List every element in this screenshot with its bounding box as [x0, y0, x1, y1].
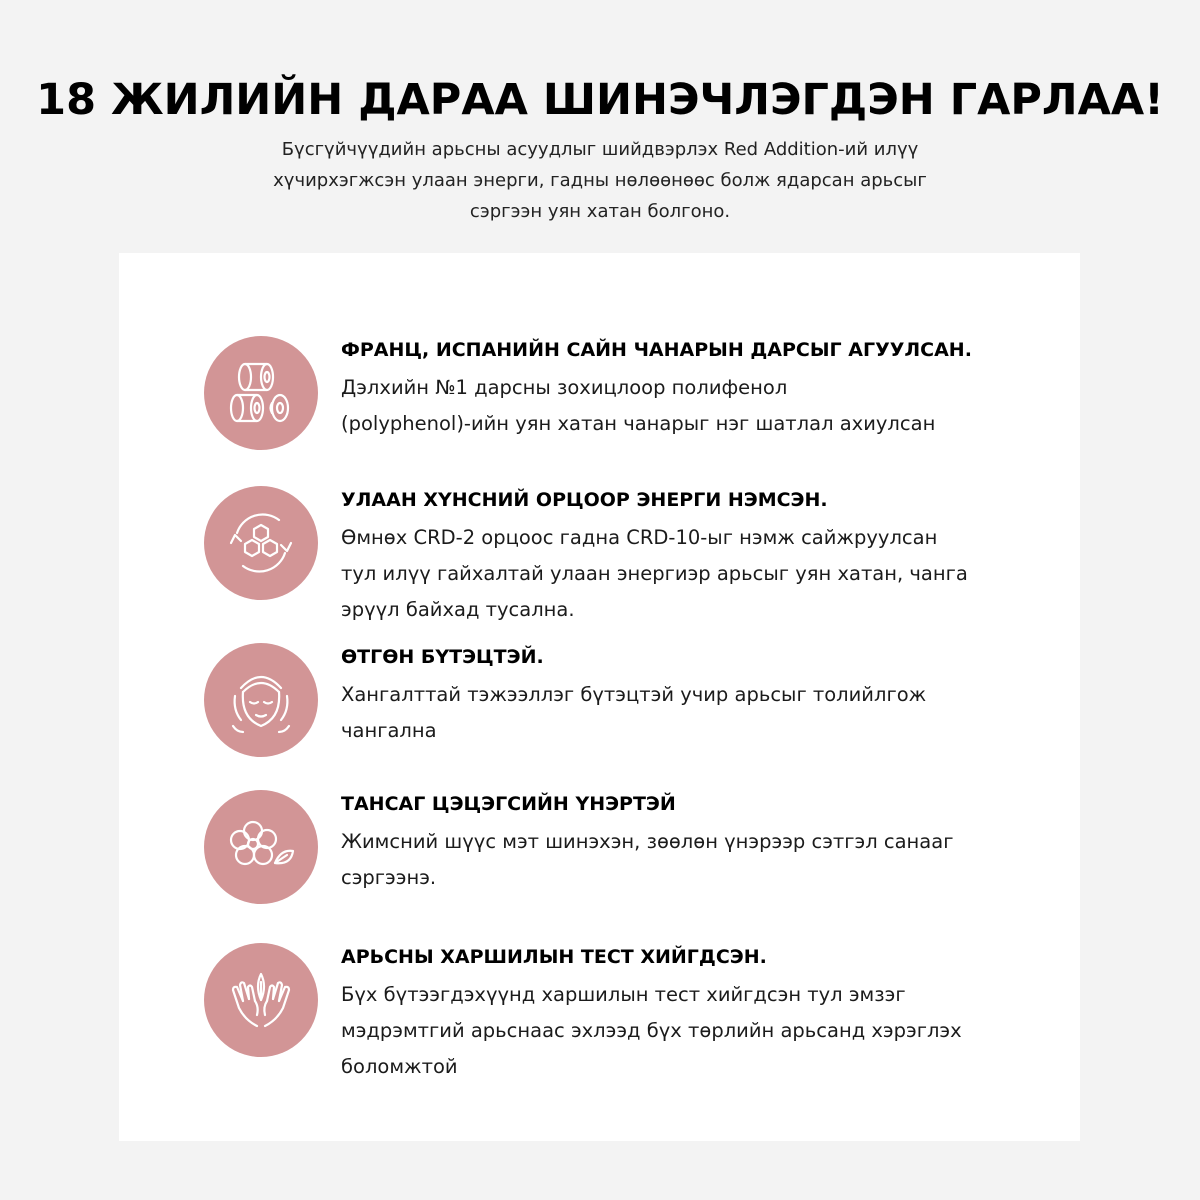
page-subtitle: [200, 134, 1000, 227]
subtitle-line: сэргээн уян хатан болгоно.: [469, 201, 731, 222]
feature-title: ӨТГӨН БҮТЭЦТЭЙ.: [341, 646, 544, 668]
subtitle-line: Бүсгүйчүүдийн арьсны асуудлыг шийдвэрлэх Red Addition-ий илүү: [281, 139, 919, 160]
description-line: тул илүү гайхалтай улаан энергиэр арьсыг уян хатан, чанга: [341, 562, 968, 585]
feature-text: [341, 943, 1061, 1085]
feature-text: [341, 486, 1061, 628]
description-line: боломжтой: [341, 1055, 458, 1078]
description-line: Бүх бүтээгдэхүүнд харшилын тест хийгдсэн тул эмзэг: [341, 983, 906, 1006]
hands-leaf-icon: [204, 943, 318, 1057]
feature-title: АРЬСНЫ ХАРШИЛЫН ТЕСТ ХИЙГДСЭН.: [341, 946, 767, 968]
description-line: (polyphenol)-ийн уян хатан чанарыг нэг шатлал ахиулсан: [341, 412, 936, 435]
feature-title: ФРАНЦ, ИСПАНИЙН САЙН ЧАНАРЫН ДАРСЫГ АГУУЛСАН.: [341, 339, 972, 361]
description-line: чангална: [341, 719, 437, 742]
face-care-icon: [204, 643, 318, 757]
feature-title: ТАНСАГ ЦЭЦЭГСИЙН ҮНЭРТЭЙ: [341, 793, 676, 815]
feature-description: [341, 520, 1061, 628]
feature-description: [341, 370, 1061, 442]
description-line: Дэлхийн №1 дарсны зохицлоор полифенол: [341, 376, 788, 399]
feature-description: [341, 677, 1061, 749]
subtitle-line: хүчирхэгжсэн улаан энерги, гадны нөлөөнөөс болж ядарсан арьсыг: [273, 170, 927, 191]
feature-description: [341, 824, 1061, 896]
hexagon-cycle-icon: [204, 486, 318, 600]
features-card: [119, 253, 1080, 1141]
flower-leaf-icon: [204, 790, 318, 904]
description-line: Хангалттай тэжээллэг бүтэцтэй учир арьсыг толийлгож: [341, 683, 927, 706]
description-line: эрүүл байхад тусална.: [341, 598, 575, 621]
description-line: Өмнөх CRD-2 орцоос гадна CRD-10-ыг нэмж сайжруулсан: [341, 526, 938, 549]
feature-title: УЛААН ХҮНСНИЙ ОРЦООР ЭНЕРГИ НЭМСЭН.: [341, 489, 828, 511]
description-line: Жимсний шүүс мэт шинэхэн, зөөлөн үнэрээр сэтгэл санааг: [341, 830, 954, 853]
feature-text: [341, 336, 1061, 442]
feature-text: [341, 790, 1061, 896]
wine-barrels-icon: [204, 336, 318, 450]
description-line: сэргээнэ.: [341, 866, 437, 889]
feature-description: [341, 977, 1061, 1085]
description-line: мэдрэмтгий арьснаас эхлээд бүх төрлийн арьсанд хэрэглэх: [341, 1019, 962, 1042]
page-title: 18 ЖИЛИЙН ДАРАА ШИНЭЧЛЭГДЭН ГАРЛАА!: [36, 75, 1164, 125]
feature-text: [341, 643, 1061, 749]
